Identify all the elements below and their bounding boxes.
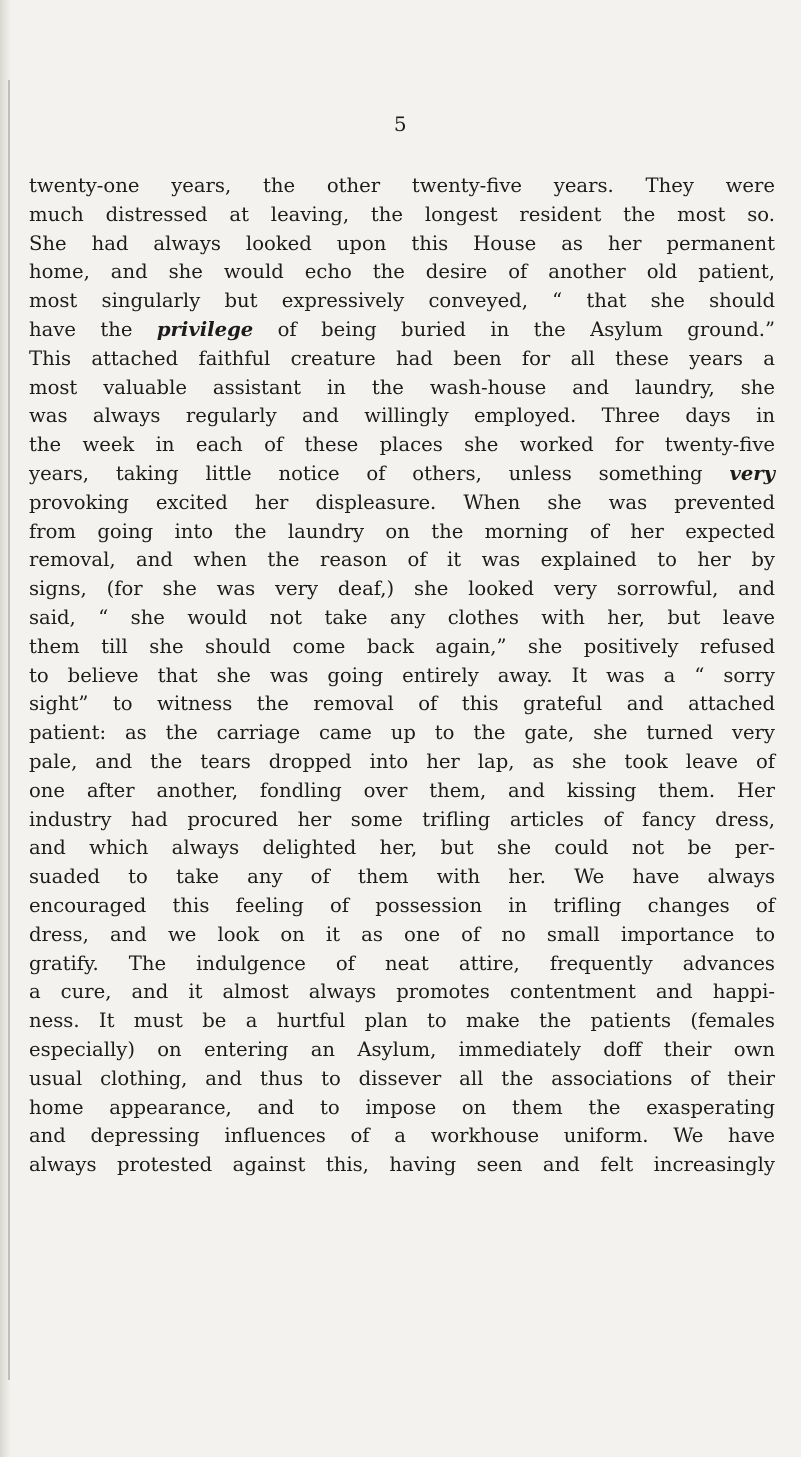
text-line: usual clothing, and thus to dissever all the associations of their [29,1066,775,1090]
text-line: one after another, fondling over them, and kissing them. Her [29,778,775,802]
emphasis-very: very [729,461,775,485]
page-number: 5 [393,112,408,136]
text-line: especially) on entering an Asylum, immediately doff their own [29,1037,775,1061]
text-line: the week in each of these places she worked for twenty-five [29,433,775,457]
text-line: and depressing influences of a workhouse uniform. We have [29,1124,775,1148]
text-line: home appearance, and to impose on them the exasperating [29,1095,775,1119]
text-line: gratify. The indulgence of neat attire, frequently advances [29,951,775,975]
body-text [29,172,775,1180]
text-line: removal, and when the reason of it was explained to her by [29,548,775,572]
text-line: patient: as the carriage came up to the gate, she turned very [29,721,775,745]
text-line: much distressed at leaving, the longest resident the most so. [29,202,775,226]
text-line: have the privilege of being buried in the Asylum ground.” [29,317,776,341]
text-line: suaded to take any of them with her. We have always [29,865,775,889]
text-line: always protested against this, having seen and felt increasingly [29,1153,775,1177]
text-line: ness. It must be a hurtful plan to make the patients (females [29,1009,775,1033]
text-line: She had always looked upon this House as her permanent [29,231,775,255]
text-line: from going into the laundry on the morning of her expected [29,519,775,543]
text-line: to believe that she was going entirely away. It was a “ sorry [29,663,775,687]
text-line: signs, (for she was very deaf,) she looked very sorrowful, and [29,577,775,601]
text-line: This attached faithful creature had been for all these years a [29,346,775,370]
text-line: most valuable assistant in the wash-house and laundry, she [29,375,775,399]
text-line: them till she should come back again,” she positively refused [29,634,775,658]
text-line: twenty-one years, the other twenty-five years. They were [29,174,775,197]
text-line: most singularly but expressively conveyed, “ that she should [29,289,775,313]
text-line: dress, and we look on it as one of no small importance to [29,922,775,946]
emphasis-privilege: privilege [156,317,254,341]
text-line: encouraged this feeling of possession in trifling changes of [29,893,775,917]
text-line: said, “ she would not take any clothes with her, but leave [29,605,775,629]
text-line: provoking excited her displeasure. When she was prevented [29,490,775,514]
text-line: industry had procured her some trifling articles of fancy dress, [29,807,775,831]
text-line: was always regularly and willingly employed. Three days in [29,404,775,428]
text-line: home, and she would echo the desire of another old patient, [29,260,775,284]
binding-edge [8,80,10,1380]
text-line: sight” to witness the removal of this grateful and attached [29,692,775,716]
text-line: a cure, and it almost always promotes contentment and happi- [29,980,775,1004]
text-line: pale, and the tears dropped into her lap, as she took leave of [29,749,775,773]
text-line: years, taking little notice of others, unless something very [29,461,775,485]
text-line: and which always delighted her, but she could not be per- [29,836,775,860]
page-gutter-shadow [0,0,11,1457]
